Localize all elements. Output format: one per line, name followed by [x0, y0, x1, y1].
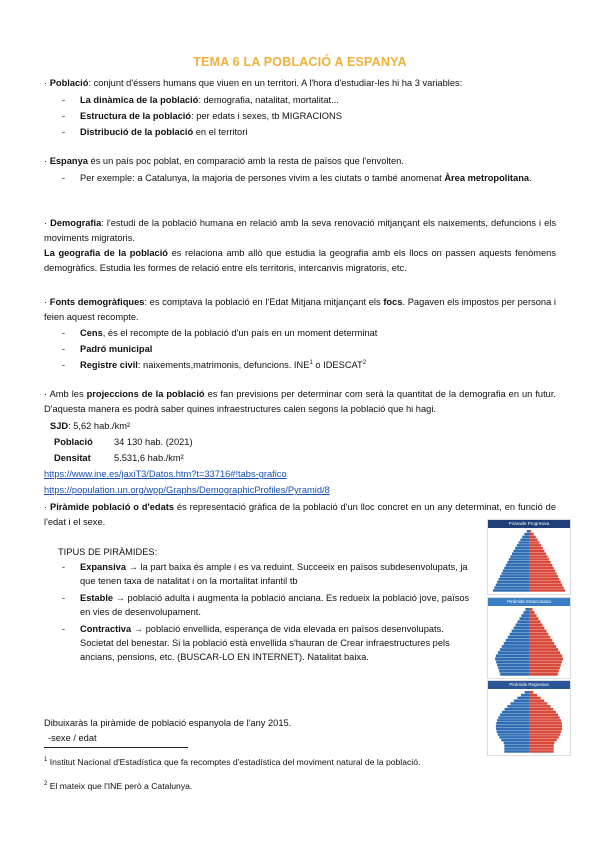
term-geografia: La geografia de la població — [44, 248, 168, 258]
pyramid-bar-female — [529, 708, 553, 711]
pyramid-image-contractiva — [487, 680, 571, 756]
pyramid-bar-male — [502, 711, 529, 714]
item-term: La dinàmica de la població — [80, 95, 199, 105]
pyramid-bar-female — [529, 627, 544, 630]
pyramid-bar-female — [529, 550, 544, 553]
pyramid-bar-male — [525, 608, 529, 611]
term-demografia: Demografia — [50, 218, 102, 228]
pyramid-bar-male — [500, 714, 529, 717]
pyramid-bar-female — [529, 536, 536, 539]
pyramid-bar-male — [519, 541, 529, 544]
term-poblacio: Població — [49, 78, 89, 88]
pyramid-bar-female — [529, 617, 539, 620]
pyramid-bar-female — [529, 544, 541, 547]
item-text: Per exemple: a Catalunya, la majoria de persones vivim a les ciutats o també anomenat — [80, 173, 445, 183]
footnote-number: 2 — [44, 781, 48, 788]
pyramid-bar-male — [524, 533, 529, 536]
pyramid-bar-female — [529, 581, 561, 584]
pyramid-bar-male — [522, 536, 529, 539]
footnote-text: Institut Nacional d'Estadística que fa recomptes d'estadística del moviment natural de la població. — [47, 757, 421, 767]
pyramid-bar-female — [529, 667, 560, 670]
item-text: → població adulta i augmenta la població anciana. Es redueix la població jove, països en vies de desenvolupament. — [80, 593, 470, 617]
pyramid-bar-male — [499, 736, 529, 739]
pyramid-bar-male — [510, 702, 529, 705]
pyramid-bar-male — [496, 725, 529, 728]
pyramid-bar-male — [496, 661, 529, 664]
pyramid-bar-male — [498, 716, 529, 719]
pyramid-bar-male — [514, 550, 529, 553]
row-value: 34 130 hab. (2021) — [114, 437, 193, 447]
sjd-line — [50, 420, 562, 433]
pyramid-bar-female — [529, 561, 551, 564]
pyramid-bar-male — [512, 553, 529, 556]
text: Amb les — [49, 389, 87, 399]
pyramid-bar-male — [508, 636, 529, 639]
item-term: Estructura de la població — [80, 111, 192, 121]
pyramid-bar-female — [529, 578, 559, 581]
pyramid-bar-female — [529, 711, 556, 714]
pyramid-bar-male — [507, 561, 529, 564]
pyramid-bar-female — [529, 589, 565, 592]
pyramid-bar-female — [529, 722, 562, 725]
pyramid-bar-female — [529, 569, 555, 572]
pyramid-image-expansiva — [487, 519, 571, 595]
pyramid-bar-male — [493, 589, 529, 592]
pyramid-bar-male — [507, 705, 529, 708]
footnote-2 — [44, 780, 192, 793]
pyramid-bar-female — [529, 694, 537, 697]
pyramid-bar-male — [498, 651, 529, 654]
pyramid-bar-male — [505, 708, 529, 711]
text: : conjunt d'éssers humans que viuen en un territori. A l'hora d'estudiar-les hi ha 3 variables: — [88, 78, 463, 88]
footnote-ref: 1 — [309, 359, 313, 366]
pyramid-bar-female — [529, 614, 537, 617]
document-page: TEMA 6 LA POBLACIÓ A ESPANYA · Població: conjunt d'éssers humans que viuen en un territori. A l'hora d'estudiar-les hi ha 3 variables: - La dinàmica de la població: demografia, natalitat, mortalitat... - Estructura de la població: per edats i sexes, tb MIGRACIONS - Distribució de la població en el territori · Espanya és un país poc poblat, en comparació amb la resta de països que l'envolten. - Per exemple: a Catalunya, la majoria de persones vivim a les ciutats o també anomenat Àrea metropolitana. · Demografia: l'estudi de la població humana en relació amb la seva renovació mitjançant els naixements, defuncions i els moviments migratoris. La geografia de la població es relaciona amb allò que estudia la geografia amb els llocs on passen aquests fenòmens demogràfics. Estudia les formes de relació entre els territoris, intercanvis migratoris, etc. · Fonts demogràfiques: es comptava la població en l'Edat Mitjana mitjançant els focs. Pagaven els impostos per persona i feien aquest recompte. - Cens, és el recompte de la població d'un país en un moment determinat - Padró municipal - Registre civil: naixements,matrimonis, defuncions. INE$^1$ o $IDESCAT^2$ · Amb les projeccions de la població es fan previsions per determinar com serà la quantitat de la demografia en un futur. D'aquesta manera es podrà saber quines infraestructures calen segons la població que hi hagi. SJD: 5,62 hab./km² Població 34 130 hab. (2021) Densitat 5.531,6 hab./km² https://www.ine.es/jaxiT3/Datos.htm?t=33716#!tabs-grafico https://population.un.org/wpp/Graphs/DemographicProfiles/Pyramid/8 · Piràmide població o d'edats és representació gràfica de la població d'un lloc concret en un any determinat, en funció de l'edat i el sexe. TIPUS DE PIRÀMIDES: - Expansiva → la part baixa és ample i es va reduint. Succeeix en països subdesenvolupats, ja que tenen taxa de natalitat i on la mortalitat infantil tb - Estable → població adulta i augmenta la població anciana. Es redueix la població jove, països en vies de desenvolupament. - Contractiva → població envellida, esperança de vida elevada en països desenvolupats. Societat del benestar. Si la població està envellida s'hauran de Crear infraestructures pels ancians, pensions, etc. (BUSCAR-LO EN INTERNET). Natalitat baixa. Dibuixaràs la piràmide de població espanyola de l'any 2015. -sexe / edat Pirámide Progresiva Pirámide Estacionaria Pirámide Regresiva $^1$ Institut Nacional d'Estadística que fa recomptes d'estadística del moviment natural de la població. $^2$ El mateix que l'INE però a Catalunya. — [0, 0, 600, 848]
pyramid-bar-female — [529, 728, 562, 731]
link-un-population[interactable]: https://population.un.org/wpp/Graphs/DemographicProfiles/Pyramid/8 — [44, 485, 330, 495]
pyramid-bar-male — [514, 627, 529, 630]
item-term: Àrea metropolitana — [444, 173, 530, 183]
sjd-label: SJD — [50, 421, 69, 431]
pyramid-bar-male — [525, 691, 529, 694]
page-title: TEMA 6 LA POBLACIÓ A ESPANYA — [193, 55, 407, 69]
pyramid-bar-male — [520, 538, 529, 541]
pyramid-bar-female — [529, 651, 560, 654]
item-text: → la part baixa és ample i es va reduint. Succeeix en països subdesenvolupats, ja que tenen taxa de natalitat i on la mortalitat infantil tb — [80, 562, 468, 586]
pyramid-bar-female — [529, 691, 533, 694]
pyramid-expansiva-graphic — [488, 528, 570, 594]
task-text: Dibuixaràs la piràmide de població espanyola de l'any 2015. — [44, 718, 292, 728]
pyramid-bar-male — [497, 730, 529, 733]
pyramid-bar-male — [498, 733, 529, 736]
pyramid-bar-male — [527, 530, 529, 533]
term-projeccions: projeccions de la població — [86, 389, 205, 399]
pyramid-bar-male — [517, 697, 529, 700]
pyramid-bar-male — [503, 569, 529, 572]
pyramid-bar-male — [504, 742, 529, 745]
pyramid-bar-male — [497, 581, 529, 584]
pyramid-bar-male — [519, 617, 529, 620]
item-text: en el territori — [193, 127, 248, 137]
pyramid-bar-male — [516, 623, 529, 626]
paragraph-piramide — [44, 500, 556, 530]
pyramid-bar-female — [529, 636, 550, 639]
pyramid-estable-graphic — [488, 606, 570, 678]
pyramid-label: Pirámide Progresiva — [488, 520, 570, 528]
pyramid-bar-female — [529, 702, 548, 705]
pyramid-bar-female — [529, 742, 554, 745]
pyramid-bar-female — [529, 575, 558, 578]
pyramid-bar-female — [529, 572, 557, 575]
pyramid-bar-female — [529, 750, 554, 753]
row-label: Densitat — [54, 453, 91, 463]
pyramid-bar-female — [529, 567, 554, 570]
pyramid-bar-female — [529, 555, 548, 558]
pyramid-bar-male — [515, 547, 529, 550]
pyramid-bar-female — [529, 725, 562, 728]
pyramid-bar-female — [529, 661, 562, 664]
text: . Pagaven els impostos per persona i feien aquest recompte. — [44, 297, 556, 322]
text: : es comptava la població en l'Edat Mitjana mitjançant els — [144, 297, 384, 307]
sjd-value: : 5,62 hab./km² — [68, 421, 131, 431]
pyramid-bar-male — [510, 555, 529, 558]
footnote-separator — [44, 747, 188, 748]
pyramid-bar-female — [529, 705, 551, 708]
pyramid-image-estable — [487, 597, 571, 679]
pyramid-bar-male — [521, 694, 529, 697]
bullet: · — [44, 78, 50, 88]
pyramid-bar-female — [529, 639, 552, 642]
pyramid-bar-male — [497, 664, 529, 667]
text: : l'estudi de la població humana en relació amb la seva renovació mitjançant els naixements, defuncions i els moviments migratoris. — [44, 218, 556, 243]
paragraph-espanya — [44, 155, 556, 168]
row-label: Població — [54, 437, 93, 447]
pyramid-bar-female — [529, 558, 549, 561]
pyramid-bar-male — [504, 747, 529, 750]
item-term: Cens — [80, 328, 103, 338]
pyramid-bar-female — [529, 739, 557, 742]
pyramid-bar-male — [504, 745, 529, 748]
link-line — [44, 484, 556, 497]
pyramid-bar-male — [517, 544, 529, 547]
pyramid-bar-female — [529, 584, 562, 587]
pyramid-bar-male — [509, 558, 529, 561]
item-text: o IDESCAT — [312, 360, 363, 370]
pyramid-bar-male — [501, 739, 529, 742]
pyramid-bar-male — [494, 586, 529, 589]
paragraph-demografia — [44, 216, 556, 276]
bullet: · — [44, 156, 50, 166]
pyramid-bar-male — [499, 670, 529, 673]
pyramid-bar-female — [529, 642, 554, 645]
pyramid-bar-female — [529, 716, 560, 719]
pyramid-bar-female — [529, 623, 542, 626]
text: es relaciona amb allò que estudia la geografia amb els llocs on passen aquests fenòmens demogràfics. Estudia les formes de relació entre els territoris, intercanvis migratoris, etc. — [44, 248, 556, 273]
row-value: 5.531,6 hab./km² — [114, 453, 184, 463]
pyramid-bar-female — [529, 664, 561, 667]
pyramid-bar-male — [498, 667, 529, 670]
footnote-1 — [44, 756, 420, 769]
pyramid-bar-female — [529, 670, 559, 673]
item-text: : naixements,matrimonis, defuncions. INE — [137, 360, 310, 370]
pyramid-bar-female — [529, 714, 558, 717]
bullet: · — [44, 389, 50, 399]
pyramid-bar-male — [521, 614, 529, 617]
pyramid-label: Pirámide Regresiva — [488, 681, 570, 689]
pyramid-bar-female — [529, 611, 535, 614]
pyramid-bar-male — [500, 673, 529, 676]
link-ine[interactable]: https://www.ine.es/jaxiT3/Datos.htm?t=33716#!tabs-grafico — [44, 469, 287, 479]
footnote-text: El mateix que l'INE però a Catalunya. — [47, 781, 193, 791]
pyramid-bar-female — [529, 608, 533, 611]
item-end: . — [529, 173, 532, 183]
pyramid-bar-female — [529, 745, 554, 748]
term-focs: focs — [383, 297, 403, 307]
paragraph-poblacio — [44, 77, 556, 90]
item-term: Registre civil — [80, 360, 138, 370]
item-term: Estable — [80, 593, 114, 603]
pyramid-bar-female — [529, 733, 560, 736]
bullet: · — [44, 218, 51, 228]
pyramid-bar-female — [529, 541, 539, 544]
pyramid-bar-female — [529, 620, 540, 623]
pyramid-bar-male — [496, 728, 529, 731]
item-text: : demografia, natalitat, mortalitat... — [198, 95, 339, 105]
pyramid-bar-male — [497, 719, 529, 722]
pyramid-bar-female — [529, 736, 559, 739]
pyramid-bar-male — [518, 620, 529, 623]
pyramid-bar-male — [506, 564, 529, 567]
pyramid-bar-male — [500, 575, 529, 578]
pyramid-bar-female — [529, 530, 531, 533]
pyramid-bar-male — [495, 657, 529, 660]
pyramid-bar-female — [529, 648, 558, 651]
pyramid-bar-female — [529, 730, 561, 733]
pyramid-contractiva-graphic — [488, 689, 570, 755]
footnote-ref: 2 — [362, 359, 367, 366]
pyramid-bar-male — [501, 572, 529, 575]
pyramid-bar-male — [496, 654, 529, 657]
pyramid-bar-male — [506, 639, 529, 642]
pyramid-bar-male — [514, 699, 529, 702]
bullet: · — [44, 502, 50, 512]
item-text: → població envellida, esperança de vida elevada en països desenvolupats. Societat del benestar. Si la població està envellida s'hauran de Crear infraestructures pels ancians, pensions, etc. (BUSCAR-LO EN INTERNET). Natalitat baixa. — [80, 624, 450, 662]
item-term: Padró municipal — [80, 344, 153, 354]
task-subtext: -sexe / edat — [48, 733, 97, 743]
pyramid-bar-female — [529, 586, 564, 589]
term-piramide: Piràmide població o d'edats — [50, 502, 175, 512]
pyramid-bar-female — [529, 657, 563, 660]
pyramid-bar-male — [512, 630, 529, 633]
types-title: TIPUS DE PIRÀMIDES: — [58, 547, 158, 557]
pyramid-bar-male — [504, 750, 529, 753]
item-term: Contractiva — [80, 624, 132, 634]
pyramid-bar-male — [510, 633, 529, 636]
data-row — [54, 436, 566, 449]
pyramid-bar-female — [529, 719, 561, 722]
text: és representació gràfica de la població d'un lloc concret en un any determinat, en funció de l'edat i el sexe. — [44, 502, 556, 527]
item-text: : per edats i sexes, tb MIGRACIONS — [191, 111, 342, 121]
pyramid-bar-male — [504, 567, 529, 570]
pyramid-bar-male — [502, 645, 529, 648]
item-term: Expansiva — [80, 562, 126, 572]
pyramid-bar-male — [496, 722, 529, 725]
pyramid-bar-male — [523, 611, 529, 614]
pyramid-label: Pirámide Estacionaria — [488, 598, 570, 606]
link-line — [44, 468, 556, 481]
footnote-number: 1 — [44, 757, 48, 764]
bullet: · — [44, 297, 50, 307]
paragraph-projeccions — [44, 387, 556, 417]
pyramid-bar-female — [529, 747, 554, 750]
item-term: Distribució de la població — [80, 127, 194, 137]
data-row — [54, 452, 566, 465]
pyramid-bar-female — [529, 699, 544, 702]
pyramid-bar-female — [529, 673, 558, 676]
term-espanya: Espanya — [49, 156, 88, 166]
pyramid-bar-female — [529, 654, 562, 657]
paragraph-fonts — [44, 295, 556, 325]
text: és un país poc poblat, en comparació amb la resta de països que l'envolten. — [87, 156, 404, 166]
pyramid-bar-female — [529, 630, 546, 633]
pyramid-bar-female — [529, 633, 548, 636]
pyramid-bar-male — [499, 578, 529, 581]
pyramid-bar-male — [504, 642, 529, 645]
pyramid-bar-female — [529, 533, 534, 536]
pyramid-bar-female — [529, 697, 541, 700]
item-text: , és el recompte de la població d'un país en un moment determinat — [102, 328, 378, 338]
pyramid-bar-female — [529, 645, 556, 648]
pyramid-bar-female — [529, 547, 543, 550]
pyramid-bar-female — [529, 564, 552, 567]
pyramid-bar-male — [500, 648, 529, 651]
text: es fan previsions per determinar com serà la quantitat de la demografia en un futur. D'aquesta manera es podrà saber quines infraestructures calen segons la població que hi hagi. — [44, 389, 556, 414]
pyramid-bar-female — [529, 538, 538, 541]
term-fonts: Fonts demogràfiques — [49, 297, 145, 307]
pyramid-bar-male — [496, 584, 529, 587]
pyramid-bar-female — [529, 553, 546, 556]
